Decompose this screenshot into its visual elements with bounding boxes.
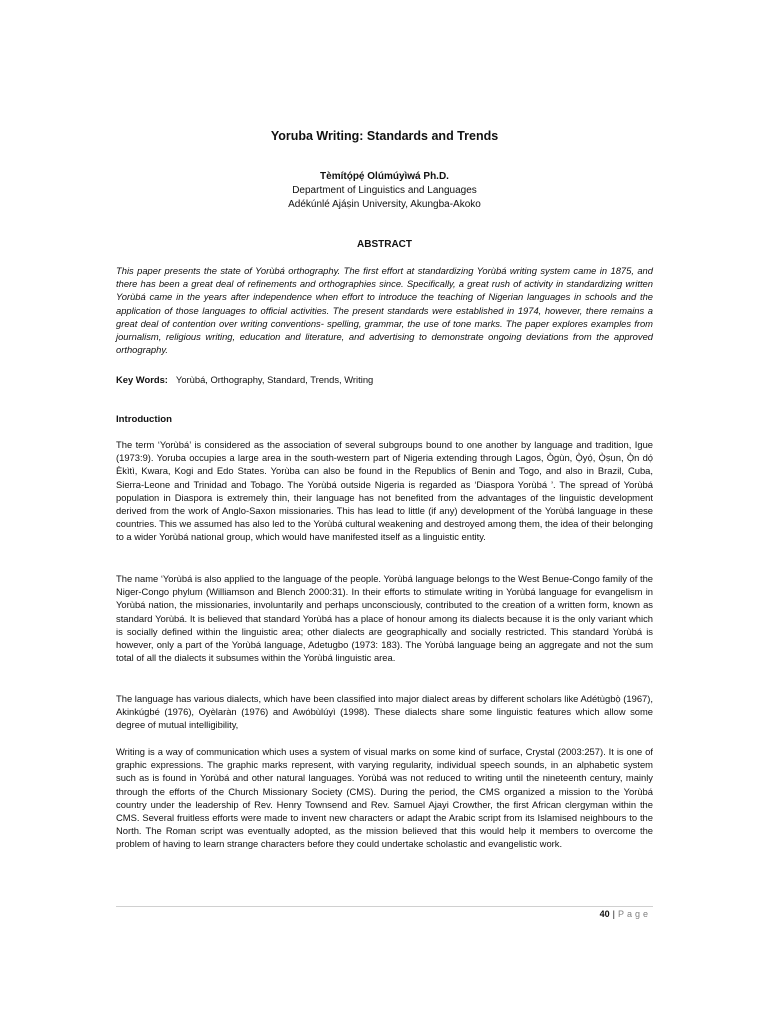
body-paragraph: The name ‘Yorùbá is also applied to the language of the people. Yorùbá language belongs to the West Benue-Congo family of the Niger-Congo phylum (Williamson and Blench 2000:31). In their efforts to stimulate writing in Yorùbá language for evangelism in Yorùbá nation, the missionaries, involuntarily and perhaps unconsciously, contributed to the creation of a written form, known as standard Yorùbá. It is believed that standard Yorùbá has a place of honour among its dialects because it is the only variant which is socially defined within the linguistic area; other dialects are geographically and socially restricted. This standard Yorùbá is however, only a part of the Yorùbá language, Adetugbo (1973: 183). The Yorùbá language being an aggregate and not the sum total of all the dialects it subsumes within the Yorùbá linguistic area. (116, 573, 653, 664)
keywords-label: Key Words: (116, 374, 168, 385)
paper-title: Yoruba Writing: Standards and Trends (270, 129, 499, 143)
footer-divider (116, 906, 653, 907)
author-block (116, 170, 653, 212)
page-number: 40 (599, 909, 610, 919)
abstract-text: This paper presents the state of Yorùbá orthography. The first effort at standardizing Yorùbá writing system came in 1875, and there has been a great deal of refinements and orthographies since. Specifically, a great rush of activity in standardizing written Yorùbá came in the years after independence when effort to introduce the teaching of Nigerian languages in schools and the application of those languages to official activities. The present standards were established in 1974, however, there remains a great deal of contention over writing conventions- spelling, grammar, the use of tone marks. The paper explores examples from journalism, religious writing, education and literature, and advertising to demonstrate ongoing deviations from the approved orthography. (116, 265, 653, 356)
body-paragraph: Writing is a way of communication which uses a system of visual marks on some kind of surface, Crystal (2003:257). It is one of graphic expressions. The graphic marks represent, with varying regularity, individual speech sounds, in an alphabetic system such as is found in Yorùbá and other natural languages. Yorùbá was not reduced to writing until the nineteenth century, mainly through the efforts of the Church Missionary Society (CMS). During the period, the CMS organized a mission to the Yorùbá country under the leadership of Rev. Henry Townsend and Rev. Samuel Ajayi Crowther, the first African clergyman within the CMS. Several fruitless efforts were made to invent new characters or adapt the Arabic script from its Islamised neighbours to the North. The Roman script was eventually adopted, as the mission believed that this would help it members to overcome the problem of having to learn strange characters before they could undertake scholastic and evangelistic work. (116, 746, 653, 850)
introduction-heading: Introduction (116, 414, 172, 425)
page-footer (600, 908, 651, 920)
keywords-line (116, 373, 653, 386)
body-paragraph: The language has various dialects, which have been classified into major dialect areas by different scholars like Adétùgbọ̀ (1967), Akinkúgbé (1976), Oyèlaràn (1976) and Awóbùlúyì (1998). These dialects share some linguistic features which allow some degree of mutual intelligibility, (116, 693, 653, 731)
author-university: Adékúnlé Ajáṣin University, Akungba-Akoko (288, 199, 481, 210)
keywords-value: Yorùbá, Orthography, Standard, Trends, Writing (175, 374, 374, 385)
author-department: Department of Linguistics and Languages (292, 185, 477, 196)
page-word: Page (617, 909, 651, 919)
footer-separator: | (612, 909, 615, 919)
abstract-heading: ABSTRACT (357, 239, 412, 250)
body-paragraph: The term ‘Yorùbá’ is considered as the association of several subgroups bound to one another by language and tradition, Igue (1973:9). Yoruba occupies a large area in the south-western part of Nigeria extending through Lagos, Ògùn, Ọ̀yọ́, Ọ̀ṣun, Ọ̀n dọ́ Èkìtì, Kwara, Kogi and Edo States. Yorùba can also be found in the Republics of Benin and Togo, and also in Brazil, Cuba, Sierra-Leone and Trinidad and Tobago. The Yorùbá outside Nigeria is regarded as ‘Diaspora Yorùbá ’. The spread of Yorùbá population in Diaspora is extremely thin, their language has not benefited from the advantages of the linguistic development derived from the work of Anglo-Saxon missionaries. This has lead to little (if any) development of the Yorùbá language in these countries. This we assumed has also led to the Yorùbá cultural weakening and destroyed among them, the idea of their belonging to a wider Yorùbá national group, which would have manifested itself as a linguistic entity. (116, 439, 653, 543)
author-name: Tèmítọ́pẹ́ Olúmúyìwá Ph.D. (320, 171, 449, 182)
